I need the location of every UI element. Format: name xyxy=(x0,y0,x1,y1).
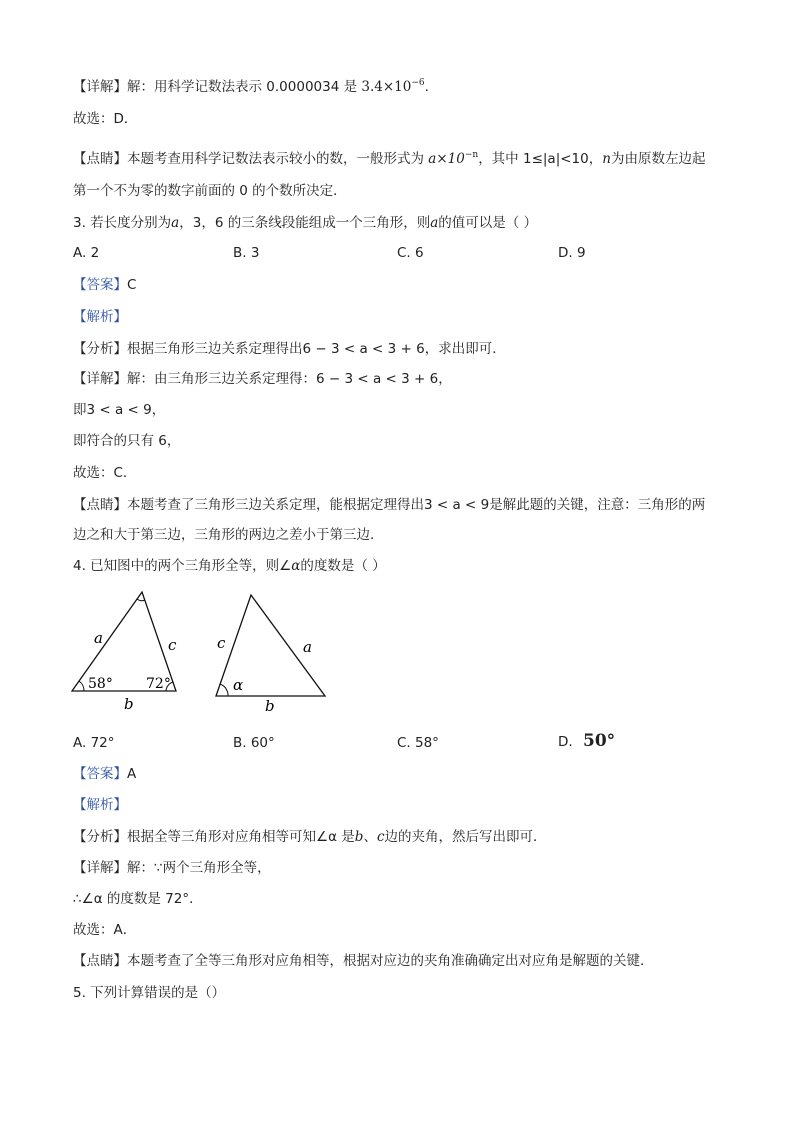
q4-choose: 故选：A． xyxy=(73,922,137,938)
q4-question: 4. 已知图中的两个三角形全等，则∠α的度数是（ ） xyxy=(73,558,386,574)
right-angle-arc xyxy=(220,684,228,696)
q4-option-d-value: 50° xyxy=(582,731,616,751)
congruent-triangles-figure xyxy=(70,585,340,720)
q3-fenxi: 【分析】根据三角形三边关系定理得出6 − 3 < a < 3 + 6，求出即可． xyxy=(73,341,506,357)
q3-question: 3. 若长度分别为a，3，6 的三条线段能组成一个三角形，则a的值可以是（ ） xyxy=(73,215,538,231)
left-side-b: b xyxy=(124,695,134,713)
q4-option-c[interactable]: C. 58° xyxy=(397,735,439,751)
right-side-c: c xyxy=(217,634,226,652)
left-angle-58: 58° xyxy=(88,676,113,692)
q4-option-a[interactable]: A. 72° xyxy=(73,735,115,751)
left-angle-72: 72° xyxy=(146,676,171,692)
q3-jiexi: 【解析】 xyxy=(73,309,127,325)
detail-tag: 【详解】 xyxy=(73,79,127,95)
q3-detail-line3: 即符合的只有 6， xyxy=(73,433,181,449)
q4-detail: 【详解】解：∵两个三角形全等， xyxy=(73,860,271,876)
q3-option-d[interactable]: D. 9 xyxy=(558,245,586,261)
q4-option-d[interactable]: D. 50° xyxy=(558,731,616,751)
q3-option-b[interactable]: B. 3 xyxy=(233,245,260,261)
q2-dianjing-line2: 第一个不为零的数字前面的 0 的个数所决定． xyxy=(73,183,347,199)
left-side-c: c xyxy=(168,636,177,654)
q4-fenxi: 【分析】根据全等三角形对应角相等可知∠α 是b、c边的夹角，然后写出即可． xyxy=(73,829,547,845)
q4-answer: 【答案】A xyxy=(73,766,137,782)
q3-option-a[interactable]: A. 2 xyxy=(73,245,100,261)
dianjing-tag: 【点睛】 xyxy=(73,151,127,167)
left-apex-arc xyxy=(137,599,145,601)
q4-jiexi: 【解析】 xyxy=(73,797,127,813)
q3-detail: 【详解】解：由三角形三边关系定理得：6 − 3 < a < 3 + 6， xyxy=(73,371,452,387)
q3-choose: 故选：C． xyxy=(73,465,137,481)
q4-dianjing: 【点睛】本题考查了全等三角形对应角相等，根据对应边的夹角准确确定出对应角是解题的关键． xyxy=(73,953,654,969)
q2-dianjing-line1: 【点睛】本题考查用科学记数法表示较小的数，一般形式为 $a\times 10^{-n}$，其中 1≤|a|<10，n为由原数左边起 xyxy=(73,150,706,167)
q3-option-c[interactable]: C. 6 xyxy=(397,245,424,261)
right-side-b: b xyxy=(265,697,275,715)
q5-question: 5. 下列计算错误的是（） xyxy=(73,985,226,1001)
q3-detail-line2: 即3 < a < 9， xyxy=(73,402,166,418)
q4-option-b[interactable]: B. 60° xyxy=(233,735,275,751)
q3-answer: 【答案】C xyxy=(73,277,137,293)
left-side-a: a xyxy=(94,629,103,647)
q2-detail-line: 【详解】解：用科学记数法表示 0.0000034 是 $3.4\times 10^{-6}$. xyxy=(73,78,429,95)
right-angle-alpha: α xyxy=(233,676,244,694)
q4-detail-line2: ∴∠α 的度数是 72°． xyxy=(73,891,203,907)
q3-dianjing-line1: 【点睛】本题考查了三角形三边关系定理，能根据定理得出3 < a < 9是解此题的关键，注意：三角形的两 xyxy=(73,497,706,513)
left-angle-arc-58 xyxy=(79,681,84,691)
q2-choose: 故选：D． xyxy=(73,111,138,127)
right-side-a: a xyxy=(303,638,312,656)
q3-dianjing-line2: 边之和大于第三边，三角形的两边之差小于第三边． xyxy=(73,527,384,543)
